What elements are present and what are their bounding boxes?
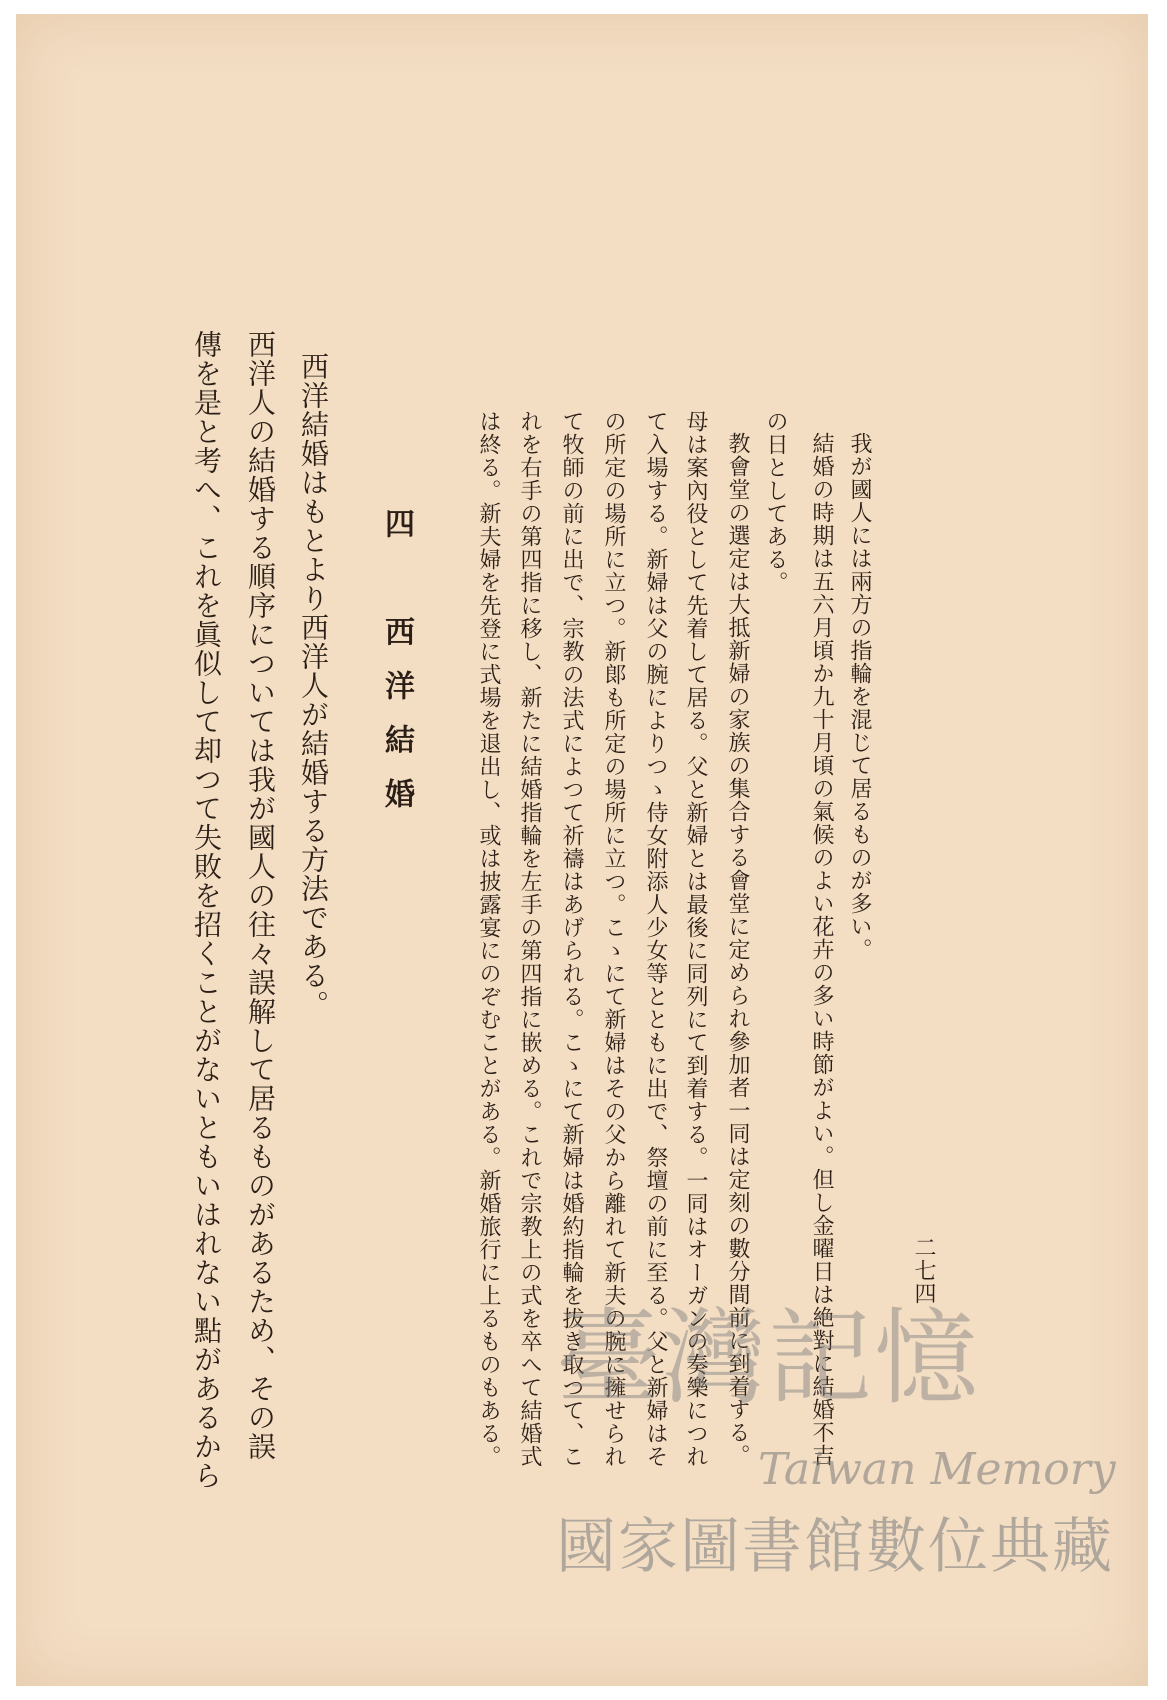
paragraph-line: の所定の場所に立つ。新郞も所定の場所に立つ。こゝにて新婦はその父から離れて新夫の腕に擁せられ <box>601 410 626 1468</box>
paragraph-line: 西洋人の結婚する順序については我が國人の往々誤解して居るものがあるため、その誤 <box>244 330 277 1461</box>
section-heading: 四 西洋結婚 <box>379 508 414 832</box>
paragraph-line: 我が國人には兩方の指輪を混じて居るものが多い。 <box>847 432 872 961</box>
paragraph-line: れを右手の第四指に移し、新たに結婚指輪を左手の第四指に嵌める。これで宗教上の式を卒へて結婚式 <box>517 410 542 1468</box>
paragraph-line: 母は案內役として先着して居る。父と新婦とは最後に同列にて到着する。一同はオーガンの奏樂につれ <box>683 410 708 1468</box>
document-page <box>16 14 1148 1686</box>
watermark-english: Taiwan Memory <box>758 1444 1116 1495</box>
page-number: 二七四 <box>911 1236 936 1305</box>
paragraph-line: 教會堂の選定は大抵新婦の家族の集合する會堂に定められ參加者一同は定刻の數分間前に到着する。 <box>725 432 750 1467</box>
paragraph-line: 傳を是と考へ、これを眞似して却つて失敗を招くことがないともいはれない點があるから <box>190 330 223 1490</box>
watermark-logo: 臺灣記憶 <box>556 1297 981 1419</box>
paragraph-line: て入場する。新婦は父の腕によりつゝ侍女附添人少女等とともに出で、祭壇の前に至る。父と新婦はそ <box>643 410 668 1468</box>
paragraph-line: の日としてある。 <box>763 410 788 594</box>
paragraph-line: て牧師の前に出で、宗教の法式によつて祈禱はあげられる。こゝにて新婦は婚約指輪を拔き取つて、こ <box>559 410 584 1468</box>
watermark-chinese: 國家圖書館數位典藏 <box>556 1512 1114 1582</box>
paragraph-line: は終る。新夫婦を先登に式場を退出し、或は披露宴にのぞむことがある。新婚旅行に上るものもある。 <box>476 410 501 1468</box>
paragraph-line: 結婚の時期は五六月頃か九十月頃の氣候のよい花卉の多い時節がよい。但し金曜日は絶對に結婚不吉 <box>809 432 834 1467</box>
paragraph-line: 西洋結婚はもとより西洋人が結婚する方法である。 <box>297 352 330 1019</box>
